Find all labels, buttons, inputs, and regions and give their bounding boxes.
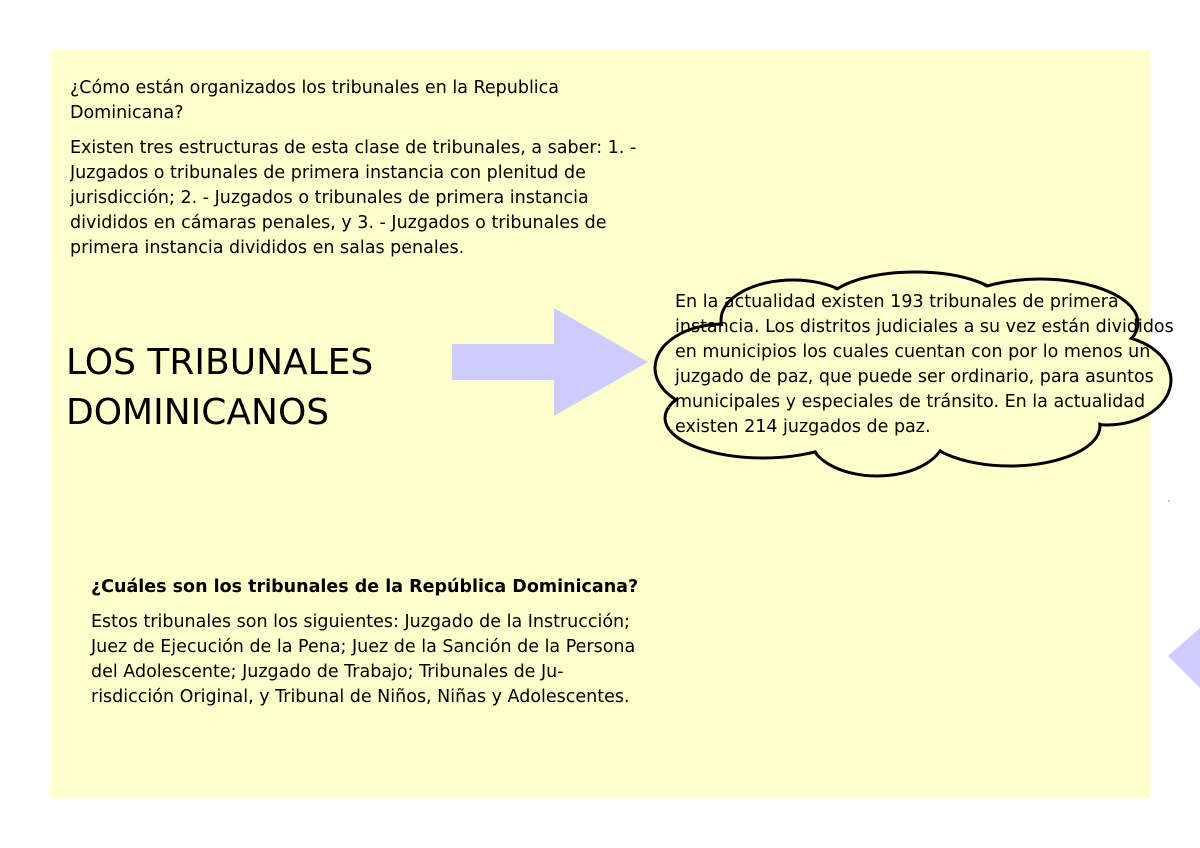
answer-courts: Estos tribunales son los siguientes: Juzgado de la Instrucción; Juez de Ejecución de la Pena; Juez de la Sanción de la Persona del Adolescente; Juzgado de Trabajo; Tribunales de Ju- risdicción Original, y Tribunal de Niños, Niñas y Adolescentes. — [91, 612, 636, 707]
answer-organization: Existen tres estructuras de esta clase de tribunales, a saber: 1. - Juzgados o tribunales de primera instancia con plenitud de jurisdicción; 2. - Juzgados o tribunales de primera instancia divididos en cámaras penales, y 3. - Juzgados o tribunales de primera instancia divididos en salas penales. — [70, 138, 637, 258]
page-title: LOS TRIBUNALES DOMINICANOS — [66, 342, 374, 433]
question-block-organization — [70, 76, 660, 280]
question-block-courts — [91, 575, 651, 710]
left-arrow-partial-shape — [1168, 628, 1200, 690]
cloud-text: En la actualidad existen 193 tribunales de primera instancia. Los distritos judiciales a su vez están divididos en municipios los cuales cuentan con por lo menos un juzgado de paz, que puede ser ordinario, para asuntos municipales y especiales de tránsito. En la actualidad existen 214 juzgados de paz. — [675, 292, 1174, 437]
right-arrow-shape — [450, 306, 650, 418]
question-organization: ¿Cómo están organizados los tribunales en la Republica Dominicana? — [70, 78, 560, 123]
decorative-dot — [1168, 500, 1170, 502]
question-courts: ¿Cuáles son los tribunales de la República Dominicana? — [91, 577, 639, 597]
right-arrow-fill — [452, 308, 648, 416]
